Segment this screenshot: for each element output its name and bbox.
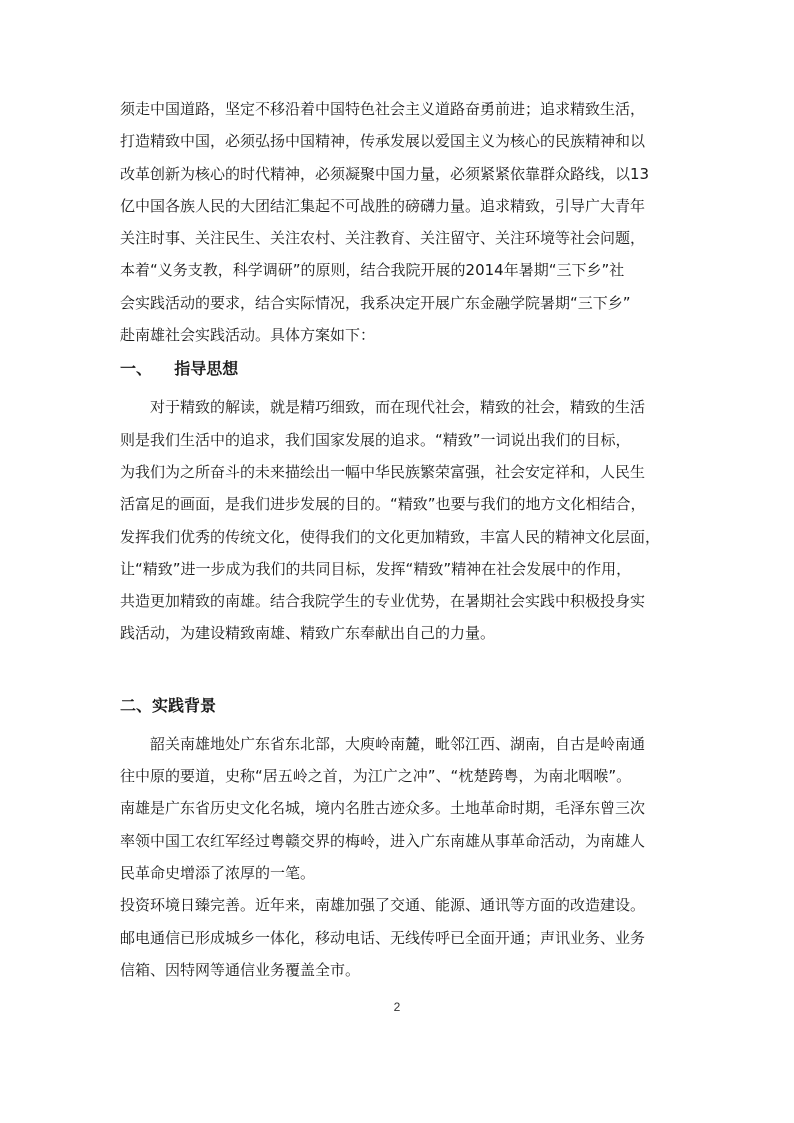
- text-line: 南雄是广东省历史文化名城，境内名胜古迹众多。土地革命时期，毛泽东曾三次: [120, 799, 646, 818]
- text-line: 打造精致中国，必须弘扬中国精神，传承发展以爱国主义为核心的民族精神和以: [120, 132, 646, 151]
- text-line: 本着“义务支教，科学调研”的原则，结合我院开展的2014年暑期“三下乡”社: [120, 261, 625, 280]
- text-line: 践活动，为建设精致南雄、精致广东奉献出自己的力量。: [120, 624, 496, 643]
- text-line: 须走中国道路，坚定不移沿着中国特色社会主义道路奋勇前进；追求精致生活，: [120, 100, 646, 118]
- text-line: 亿中国各族人民的大团结汇集起不可战胜的磅礴力量。追求精致，引导广大青年: [120, 196, 646, 215]
- page-number: 2: [393, 1000, 401, 1014]
- text-line: 发挥我们优秀的传统文化，使得我们的文化更加精致，丰富人民的精神文化层面，: [120, 527, 661, 546]
- text-line: 为我们为之所奋斗的未来描绘出一幅中华民族繁荣富强，社会安定祥和，人民生: [120, 462, 646, 481]
- text-line: 率领中国工农红军经过粤赣交界的梅岭，进入广东南雄从事革命活动，为南雄人: [120, 831, 646, 850]
- text-line: 会实践活动的要求，结合实际情况，我系决定开展广东金融学院暑期“三下乡”: [120, 293, 631, 312]
- text-line: 投资环境日臻完善。近年来，南雄加强了交通、能源、通讯等方面的改造建设。: [120, 896, 646, 915]
- intro-paragraph: [120, 98, 685, 347]
- text-line: 则是我们生活中的追求，我们国家发展的追求。“精致”一词说出我们的目标，: [120, 430, 631, 449]
- text-line: 往中原的要道，史称“居五岭之首，为江广之冲”、“枕楚跨粤，为南北咽喉”。: [120, 767, 632, 786]
- document-body: [120, 98, 685, 991]
- text-line: 邮电通信已形成城乡一体化，移动电话、无线传呼已全面开通；声讯业务、业务: [120, 928, 646, 947]
- text-line: 对于精致的解读，就是精巧细致，而在现代社会，精致的社会，精致的生活: [150, 398, 646, 417]
- section-heading-practice-background: 二、实践背景: [120, 695, 217, 715]
- text-line: 民革命史增添了浓厚的一笔。: [120, 863, 316, 882]
- text-line: 韶关南雄地处广东省东北部，大庾岭南麓，毗邻江西、湖南，自古是岭南通: [150, 734, 646, 753]
- text-line: 改革创新为核心的时代精神，必须凝聚中国力量，必须紧紧依靠群众路线，以13: [120, 164, 650, 183]
- text-line: 赴南雄社会实践活动。具体方案如下：: [120, 326, 376, 345]
- guiding-ideology-paragraph: [120, 396, 685, 645]
- section-heading-guiding-ideology: 一、 指导思想: [120, 359, 239, 379]
- text-line: 让“精致”进一步成为我们的共同目标，发挥“精致”精神在社会发展中的作用，: [120, 559, 632, 578]
- section-spacer: [120, 655, 685, 693]
- text-line: 活富足的画面，是我们进步发展的目的。“精致”也要与我们的地方文化相结合，: [120, 495, 646, 514]
- practice-background-paragraph: [120, 733, 685, 982]
- text-line: 共造更加精致的南雄。结合我院学生的专业优势，在暑期社会实践中积极投身实: [120, 592, 646, 611]
- text-line: 关注时事、关注民生、关注农村、关注教育、关注留守、关注环境等社会问题，: [120, 229, 646, 248]
- text-line: 信箱、因特网等通信业务覆盖全市。: [120, 960, 361, 979]
